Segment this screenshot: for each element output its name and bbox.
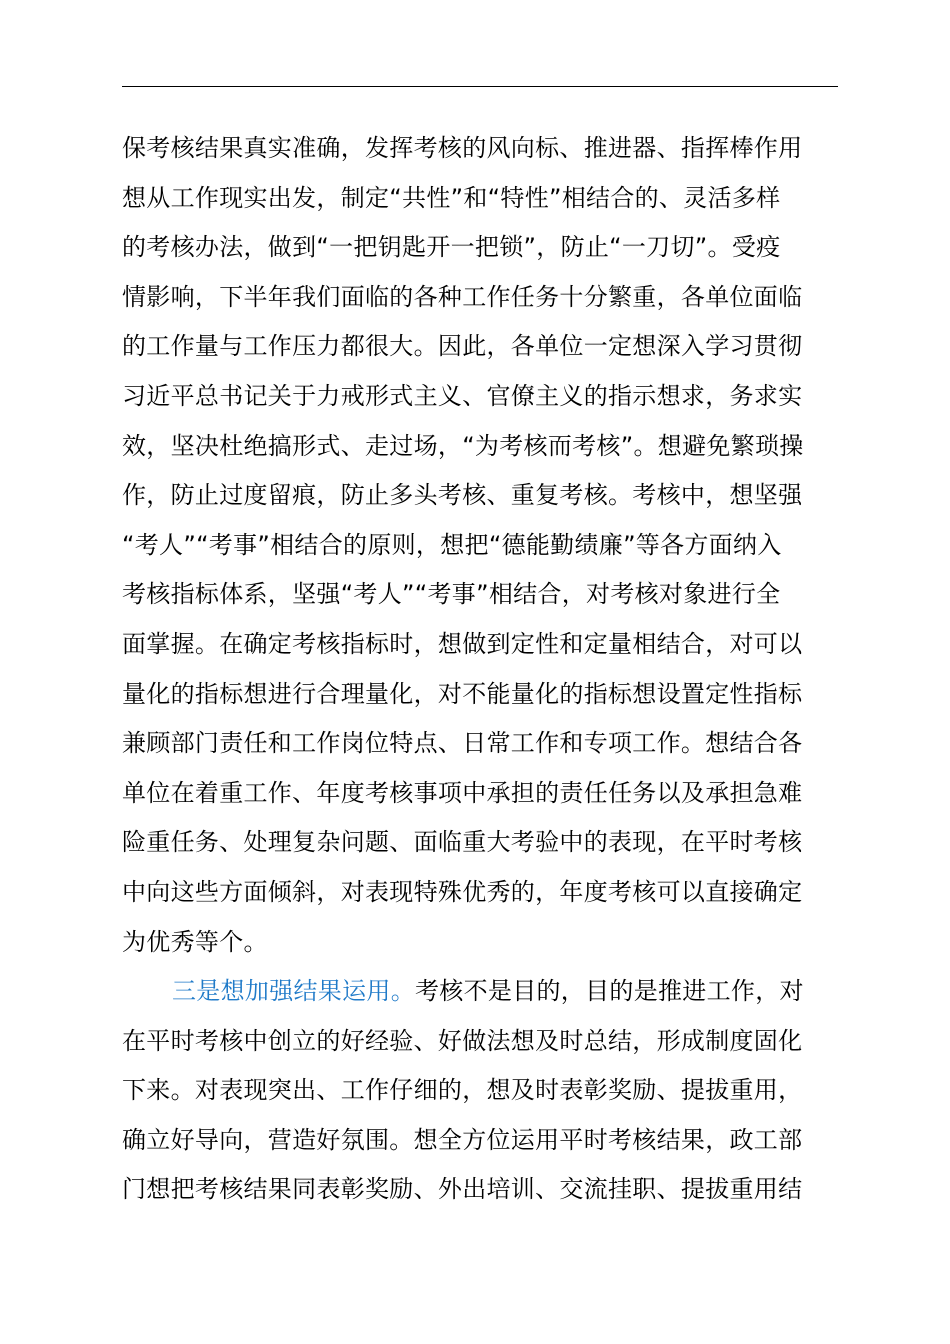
paragraph-line: 保考核结果真实准确，发挥考核的风向标、推进器、指挥棒作用 bbox=[122, 134, 803, 162]
paragraph-line: 想从工作现实出发，制定“共性”和“特性”相结合的、灵活多样 bbox=[122, 183, 781, 212]
paragraph-line: 作，防止过度留痕，防止多头考核、重复考核。考核中，想坚强 bbox=[122, 481, 803, 510]
paragraph-1 bbox=[122, 124, 838, 967]
paragraph-line: 门想把考核结果同表彰奖励、外出培训、交流挂职、提拔重用结 bbox=[122, 1175, 803, 1204]
paragraph-line: 习近平总书记关于力戒形式主义、官僚主义的指示想求，务求实 bbox=[122, 381, 803, 410]
paragraph-line: 面掌握。在确定考核指标时，想做到定性和定量相结合，对可以 bbox=[122, 629, 803, 658]
paragraph-line: 兼顾部门责任和工作岗位特点、日常工作和专项工作。想结合各 bbox=[122, 729, 803, 758]
paragraph-line: 考核指标体系，坚强“考人”“考事”相结合，对考核对象进行全 bbox=[122, 580, 781, 609]
paragraph-line: 的考核办法，做到“一把钥匙开一把锁”，防止“一刀切”。受疫 bbox=[122, 233, 781, 262]
paragraph-line: 为优秀等个。 bbox=[122, 927, 268, 956]
paragraph-line: 中向这些方面倾斜，对表现特殊优秀的，年度考核可以直接确定 bbox=[122, 877, 803, 906]
paragraph-line: 单位在着重工作、年度考核事项中承担的责任任务以及承担急难 bbox=[122, 778, 803, 807]
paragraph-line-rest: 考核不是目的，目的是推进工作，对 bbox=[415, 977, 804, 1006]
paragraph-2 bbox=[122, 967, 838, 1215]
paragraph-line: 情影响，下半年我们面临的各种工作任务十分繁重，各单位面临 bbox=[122, 282, 803, 311]
document-body bbox=[122, 124, 838, 1215]
paragraph-line: 量化的指标想进行合理量化，对不能量化的指标想设置定性指标 bbox=[122, 679, 803, 708]
paragraph-line: 险重任务、处理复杂问题、面临重大考验中的表现，在平时考核 bbox=[122, 828, 803, 857]
section-heading: 三是想加强结果运用。 bbox=[172, 977, 415, 1006]
paragraph-line: 的工作量与工作压力都很大。因此，各单位一定想深入学习贯彻 bbox=[122, 332, 803, 361]
paragraph-line: 下来。对表现突出、工作仔细的，想及时表彰奖励、提拔重用， bbox=[122, 1076, 803, 1105]
paragraph-line: “考人”“考事”相结合的原则，想把“德能勤绩廉”等各方面纳入 bbox=[122, 530, 782, 559]
paragraph-first-line bbox=[122, 967, 838, 1017]
paragraph-line: 确立好导向，营造好氛围。想全方位运用平时考核结果，政工部 bbox=[122, 1125, 803, 1154]
paragraph-line: 在平时考核中创立的好经验、好做法想及时总结，形成制度固化 bbox=[122, 1026, 803, 1055]
header-rule bbox=[122, 86, 838, 87]
paragraph-line: 效，坚决杜绝搞形式、走过场，“为考核而考核”。想避免繁琐操 bbox=[122, 431, 804, 460]
